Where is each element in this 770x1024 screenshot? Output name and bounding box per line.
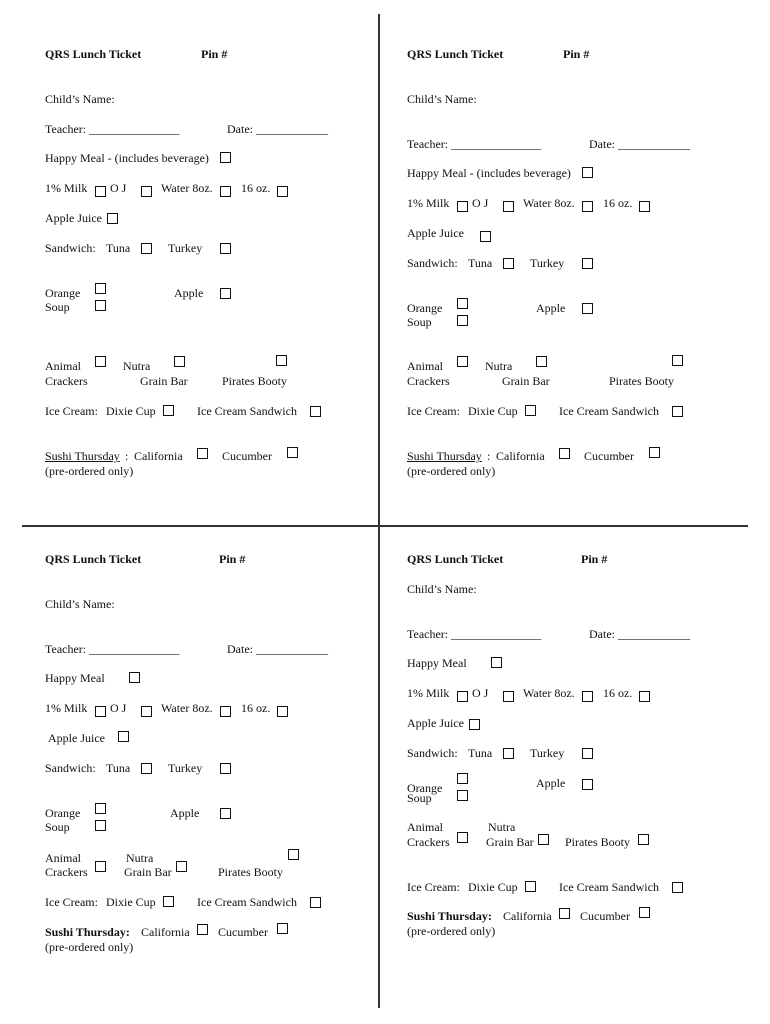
milk-label: 1% Milk xyxy=(407,196,450,210)
orange-label: Orange xyxy=(45,286,81,300)
grain-bar-label: Grain Bar xyxy=(140,374,188,388)
animal-crackers-checkbox[interactable] xyxy=(95,861,106,872)
water-16oz-checkbox[interactable] xyxy=(277,186,288,197)
apple-label: Apple xyxy=(174,286,204,300)
apple-juice-checkbox[interactable] xyxy=(469,719,480,730)
water-16oz-checkbox[interactable] xyxy=(639,201,650,212)
tuna-label: Tuna xyxy=(468,256,493,270)
cucumber-checkbox[interactable] xyxy=(649,447,660,458)
turkey-checkbox[interactable] xyxy=(582,748,593,759)
california-checkbox[interactable] xyxy=(559,908,570,919)
nutra-label: Nutra xyxy=(126,851,154,865)
grain-bar-label: Grain Bar xyxy=(124,865,172,879)
ice-cream-sandwich-label: Ice Cream Sandwich xyxy=(559,404,659,418)
child-name-field[interactable]: Child’s Name: xyxy=(45,597,115,611)
pirates-booty-label: Pirates Booty xyxy=(218,865,283,879)
apple-juice-checkbox[interactable] xyxy=(107,213,118,224)
dixie-cup-checkbox[interactable] xyxy=(163,405,174,416)
water-checkbox[interactable] xyxy=(582,691,593,702)
lunch-ticket-top-left xyxy=(0,0,330,480)
apple-juice-label: Apple Juice xyxy=(45,211,102,225)
sushi-thursday-label: Sushi Thursday xyxy=(45,449,120,463)
orange-checkbox[interactable] xyxy=(95,803,106,814)
nutra-label: Nutra xyxy=(123,359,151,373)
apple-juice-checkbox[interactable] xyxy=(118,731,129,742)
date-field[interactable]: Date: ____________ xyxy=(227,122,328,136)
oj-label: O J xyxy=(472,196,489,210)
oj-checkbox[interactable] xyxy=(141,186,152,197)
oj-label: O J xyxy=(472,686,489,700)
apple-checkbox[interactable] xyxy=(220,288,231,299)
water-label: Water 8oz. xyxy=(161,181,213,195)
lunch-ticket-top-right xyxy=(362,0,692,480)
animal-label: Animal xyxy=(407,359,443,373)
turkey-label: Turkey xyxy=(168,241,203,255)
ice-cream-label: Ice Cream: xyxy=(407,880,460,894)
apple-juice-label: Apple Juice xyxy=(407,716,464,730)
soup-checkbox[interactable] xyxy=(457,790,468,801)
apple-juice-label: Apple Juice xyxy=(48,731,105,745)
teacher-field[interactable]: Teacher: _______________ xyxy=(45,642,180,656)
california-checkbox[interactable] xyxy=(197,448,208,459)
tuna-checkbox[interactable] xyxy=(141,763,152,774)
orange-checkbox[interactable] xyxy=(95,283,106,294)
orange-checkbox[interactable] xyxy=(457,298,468,309)
water-16oz-checkbox[interactable] xyxy=(277,706,288,717)
ice-cream-label: Ice Cream: xyxy=(45,895,98,909)
milk-label: 1% Milk xyxy=(45,701,88,715)
tuna-label: Tuna xyxy=(106,241,131,255)
pin-label: Pin # xyxy=(581,552,608,566)
apple-label: Apple xyxy=(536,301,566,315)
animal-crackers-checkbox[interactable] xyxy=(457,832,468,843)
pin-label: Pin # xyxy=(201,47,228,61)
crackers-label: Crackers xyxy=(45,374,88,388)
soup-label: Soup xyxy=(407,791,432,805)
child-name-field[interactable]: Child’s Name: xyxy=(45,92,115,106)
preordered-note: (pre-ordered only) xyxy=(407,464,496,478)
ice-cream-sandwich-checkbox[interactable] xyxy=(310,406,321,417)
nutra-grain-bar-checkbox[interactable] xyxy=(174,356,185,367)
pin-label: Pin # xyxy=(563,47,590,61)
happy-meal-checkbox[interactable] xyxy=(582,167,593,178)
soup-label: Soup xyxy=(45,820,70,834)
orange-label: Orange xyxy=(407,781,443,795)
preordered-note: (pre-ordered only) xyxy=(45,940,134,954)
milk-label: 1% Milk xyxy=(45,181,88,195)
teacher-field[interactable]: Teacher: _______________ xyxy=(407,137,542,151)
happy-meal-checkbox[interactable] xyxy=(220,152,231,163)
happy-meal-label: Happy Meal - (includes beverage) xyxy=(45,151,209,165)
teacher-field[interactable]: Teacher: _______________ xyxy=(407,627,542,641)
california-label: California xyxy=(134,449,183,463)
cucumber-checkbox[interactable] xyxy=(277,923,288,934)
cucumber-label: Cucumber xyxy=(584,449,634,463)
milk-checkbox[interactable] xyxy=(95,186,106,197)
apple-checkbox[interactable] xyxy=(220,808,231,819)
happy-meal-checkbox[interactable] xyxy=(129,672,140,683)
apple-label: Apple xyxy=(536,776,566,790)
california-label: California xyxy=(141,925,190,939)
apple-juice-label: Apple Juice xyxy=(407,226,464,240)
ice-cream-label: Ice Cream: xyxy=(45,404,98,418)
nutra-grain-bar-checkbox[interactable] xyxy=(176,861,187,872)
pirates-booty-label: Pirates Booty xyxy=(565,835,630,849)
crackers-label: Crackers xyxy=(407,835,450,849)
nutra-grain-bar-checkbox[interactable] xyxy=(538,834,549,845)
turkey-label: Turkey xyxy=(530,746,565,760)
oj-checkbox[interactable] xyxy=(503,691,514,702)
child-name-field[interactable]: Child’s Name: xyxy=(407,92,477,106)
water-16oz-checkbox[interactable] xyxy=(639,691,650,702)
ice-cream-sandwich-label: Ice Cream Sandwich xyxy=(559,880,659,894)
animal-crackers-checkbox[interactable] xyxy=(457,356,468,367)
water-16oz-label: 16 oz. xyxy=(603,196,633,210)
orange-label: Orange xyxy=(407,301,443,315)
pirates-booty-label: Pirates Booty xyxy=(222,374,287,388)
water-checkbox[interactable] xyxy=(582,201,593,212)
california-checkbox[interactable] xyxy=(559,448,570,459)
water-16oz-label: 16 oz. xyxy=(241,181,271,195)
happy-meal-label: Happy Meal - (includes beverage) xyxy=(407,166,571,180)
oj-checkbox[interactable] xyxy=(503,201,514,212)
pirates-booty-checkbox[interactable] xyxy=(672,355,683,366)
sandwich-label: Sandwich: xyxy=(45,241,96,255)
dixie-cup-checkbox[interactable] xyxy=(525,881,536,892)
date-field[interactable]: Date: ____________ xyxy=(589,627,690,641)
happy-meal-label: Happy Meal xyxy=(407,656,467,670)
water-16oz-label: 16 oz. xyxy=(603,686,633,700)
lunch-ticket-bottom-right xyxy=(362,505,692,985)
soup-label: Soup xyxy=(45,300,70,314)
milk-checkbox[interactable] xyxy=(457,201,468,212)
animal-crackers-checkbox[interactable] xyxy=(95,356,106,367)
crackers-label: Crackers xyxy=(45,865,88,879)
animal-label: Animal xyxy=(45,359,81,373)
apple-checkbox[interactable] xyxy=(582,779,593,790)
water-label: Water 8oz. xyxy=(523,196,575,210)
ice-cream-label: Ice Cream: xyxy=(407,404,460,418)
milk-label: 1% Milk xyxy=(407,686,450,700)
turkey-label: Turkey xyxy=(530,256,565,270)
tuna-label: Tuna xyxy=(468,746,493,760)
apple-juice-checkbox[interactable] xyxy=(480,231,491,242)
milk-checkbox[interactable] xyxy=(95,706,106,717)
dixie-cup-label: Dixie Cup xyxy=(106,404,156,418)
sushi-colon: : xyxy=(487,449,491,463)
cucumber-label: Cucumber xyxy=(222,449,272,463)
dixie-cup-checkbox[interactable] xyxy=(163,896,174,907)
milk-checkbox[interactable] xyxy=(457,691,468,702)
date-field[interactable]: Date: ____________ xyxy=(589,137,690,151)
water-label: Water 8oz. xyxy=(523,686,575,700)
water-checkbox[interactable] xyxy=(220,706,231,717)
pirates-booty-checkbox[interactable] xyxy=(288,849,299,860)
soup-checkbox[interactable] xyxy=(457,315,468,326)
sushi-thursday-label: Sushi Thursday: xyxy=(407,909,492,923)
dixie-cup-label: Dixie Cup xyxy=(468,880,518,894)
crackers-label: Crackers xyxy=(407,374,450,388)
water-16oz-label: 16 oz. xyxy=(241,701,271,715)
cucumber-label: Cucumber xyxy=(218,925,268,939)
ticket-title: QRS Lunch Ticket xyxy=(45,552,142,566)
pirates-booty-checkbox[interactable] xyxy=(638,834,649,845)
sandwich-label: Sandwich: xyxy=(407,256,458,270)
grain-bar-label: Grain Bar xyxy=(502,374,550,388)
sandwich-label: Sandwich: xyxy=(407,746,458,760)
turkey-checkbox[interactable] xyxy=(220,243,231,254)
sandwich-label: Sandwich: xyxy=(45,761,96,775)
turkey-label: Turkey xyxy=(168,761,203,775)
tuna-label: Tuna xyxy=(106,761,131,775)
grain-bar-label: Grain Bar xyxy=(486,835,534,849)
ice-cream-sandwich-checkbox[interactable] xyxy=(672,406,683,417)
teacher-field[interactable]: Teacher: _______________ xyxy=(45,122,180,136)
preordered-note: (pre-ordered only) xyxy=(407,924,496,938)
apple-label: Apple xyxy=(170,806,200,820)
soup-label: Soup xyxy=(407,315,432,329)
water-checkbox[interactable] xyxy=(220,186,231,197)
soup-checkbox[interactable] xyxy=(95,820,106,831)
turkey-checkbox[interactable] xyxy=(220,763,231,774)
pin-label: Pin # xyxy=(219,552,246,566)
dixie-cup-label: Dixie Cup xyxy=(468,404,518,418)
ice-cream-sandwich-label: Ice Cream Sandwich xyxy=(197,895,297,909)
oj-label: O J xyxy=(110,181,127,195)
oj-label: O J xyxy=(110,701,127,715)
pirates-booty-label: Pirates Booty xyxy=(609,374,674,388)
dixie-cup-checkbox[interactable] xyxy=(525,405,536,416)
oj-checkbox[interactable] xyxy=(141,706,152,717)
tuna-checkbox[interactable] xyxy=(503,748,514,759)
ticket-title: QRS Lunch Ticket xyxy=(407,47,504,61)
turkey-checkbox[interactable] xyxy=(582,258,593,269)
tuna-checkbox[interactable] xyxy=(503,258,514,269)
sushi-thursday-label: Sushi Thursday xyxy=(407,449,482,463)
sushi-colon: : xyxy=(125,449,129,463)
water-label: Water 8oz. xyxy=(161,701,213,715)
nutra-label: Nutra xyxy=(485,359,513,373)
happy-meal-label: Happy Meal xyxy=(45,671,105,685)
cucumber-checkbox[interactable] xyxy=(287,447,298,458)
tuna-checkbox[interactable] xyxy=(141,243,152,254)
california-label: California xyxy=(496,449,545,463)
ice-cream-sandwich-checkbox[interactable] xyxy=(310,897,321,908)
cucumber-checkbox[interactable] xyxy=(639,907,650,918)
date-field[interactable]: Date: ____________ xyxy=(227,642,328,656)
nutra-grain-bar-checkbox[interactable] xyxy=(536,356,547,367)
animal-label: Animal xyxy=(407,820,443,834)
ticket-title: QRS Lunch Ticket xyxy=(407,552,504,566)
preordered-note: (pre-ordered only) xyxy=(45,464,134,478)
california-checkbox[interactable] xyxy=(197,924,208,935)
ice-cream-sandwich-label: Ice Cream Sandwich xyxy=(197,404,297,418)
california-label: California xyxy=(503,909,552,923)
soup-checkbox[interactable] xyxy=(95,300,106,311)
apple-checkbox[interactable] xyxy=(582,303,593,314)
animal-label: Animal xyxy=(45,851,81,865)
cucumber-label: Cucumber xyxy=(580,909,630,923)
child-name-field[interactable]: Child’s Name: xyxy=(407,582,477,596)
lunch-ticket-bottom-left xyxy=(0,505,330,985)
happy-meal-checkbox[interactable] xyxy=(491,657,502,668)
ticket-title: QRS Lunch Ticket xyxy=(45,47,142,61)
orange-checkbox[interactable] xyxy=(457,773,468,784)
pirates-booty-checkbox[interactable] xyxy=(276,355,287,366)
nutra-label: Nutra xyxy=(488,820,516,834)
ice-cream-sandwich-checkbox[interactable] xyxy=(672,882,683,893)
orange-label: Orange xyxy=(45,806,81,820)
sushi-thursday-label: Sushi Thursday: xyxy=(45,925,130,939)
dixie-cup-label: Dixie Cup xyxy=(106,895,156,909)
